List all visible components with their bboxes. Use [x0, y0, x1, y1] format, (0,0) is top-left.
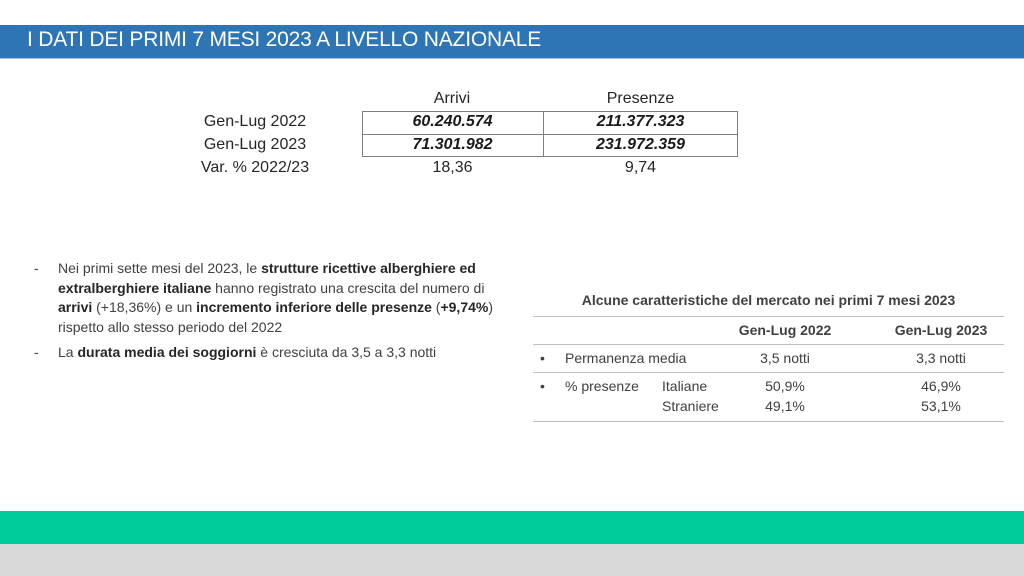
row-label-var: Var. % 2022/23 [200, 159, 310, 176]
text: hanno registrato una crescita del numero di [211, 279, 485, 296]
footer-gray-band [0, 544, 1024, 576]
page-title: I DATI DEI PRIMI 7 MESI 2023 A LIVELLO NAZIONALE [27, 28, 542, 51]
dash-marker: - [34, 260, 39, 276]
summary-bullets [34, 259, 494, 369]
table-rule [533, 372, 1004, 373]
presenze-variation: 9,74 [624, 159, 657, 176]
italiane-2022: 50,9% [765, 378, 805, 394]
arrivi-2023: 71.301.982 [412, 136, 493, 153]
row-label-presenze: % presenze [565, 378, 639, 394]
presenze-2022: 211.377.323 [596, 113, 685, 130]
text: Nei primi sette mesi del 2023, le [58, 260, 262, 276]
bold-text: incremento inferiore delle presenze [196, 299, 432, 315]
bullet-item [34, 259, 494, 337]
sub-label-italiane: Italiane [662, 378, 708, 394]
column-header-2022: Gen-Lug 2022 [738, 322, 832, 338]
text: ) rispetto allo stesso periodo del 2022 [58, 299, 494, 335]
italiane-2023: 46,9% [921, 378, 961, 394]
table-rule [533, 421, 1004, 422]
table-rule [533, 316, 1004, 317]
bold-text: arrivi [58, 299, 93, 315]
column-header-2023: Gen-Lug 2023 [894, 322, 988, 338]
sub-label-straniere: Straniere [662, 398, 719, 414]
bullet-dot: • [540, 350, 545, 366]
title-band [0, 25, 1024, 59]
arrivi-variation: 18,36 [432, 159, 473, 176]
bold-text: strutture ricettive alberghiere ed extralberghiere italiane [58, 260, 476, 296]
row-label-permanenza: Permanenza media [565, 350, 687, 366]
row-label-2023: Gen-Lug 2023 [203, 136, 307, 153]
presenze-2023: 231.972.359 [596, 136, 685, 153]
table-rule [533, 344, 1004, 345]
text: ( [431, 299, 441, 315]
text: La [58, 344, 78, 360]
row-label-2022: Gen-Lug 2022 [203, 113, 307, 130]
arrivi-2022: 60.240.574 [412, 113, 493, 130]
footer-green-band [0, 511, 1024, 544]
column-header-presenze: Presenze [606, 90, 675, 107]
text: (+18,36%) e un [92, 299, 197, 315]
bullet-dot: • [540, 378, 545, 394]
bold-text: durata media dei soggiorni [77, 344, 257, 360]
permanenza-2022: 3,5 notti [760, 350, 810, 366]
dash-marker: - [34, 344, 39, 360]
row-divider [363, 134, 737, 135]
straniere-2023: 53,1% [921, 398, 961, 414]
market-table-title: Alcune caratteristiche del mercato nei primi 7 mesi 2023 [581, 292, 956, 308]
straniere-2022: 49,1% [765, 398, 805, 414]
column-header-arrivi: Arrivi [433, 90, 471, 107]
bold-text: +9,74% [440, 299, 489, 315]
text: è cresciuta da 3,5 a 3,3 notti [256, 344, 437, 360]
bullet-item [34, 343, 494, 363]
permanenza-2023: 3,3 notti [916, 350, 966, 366]
